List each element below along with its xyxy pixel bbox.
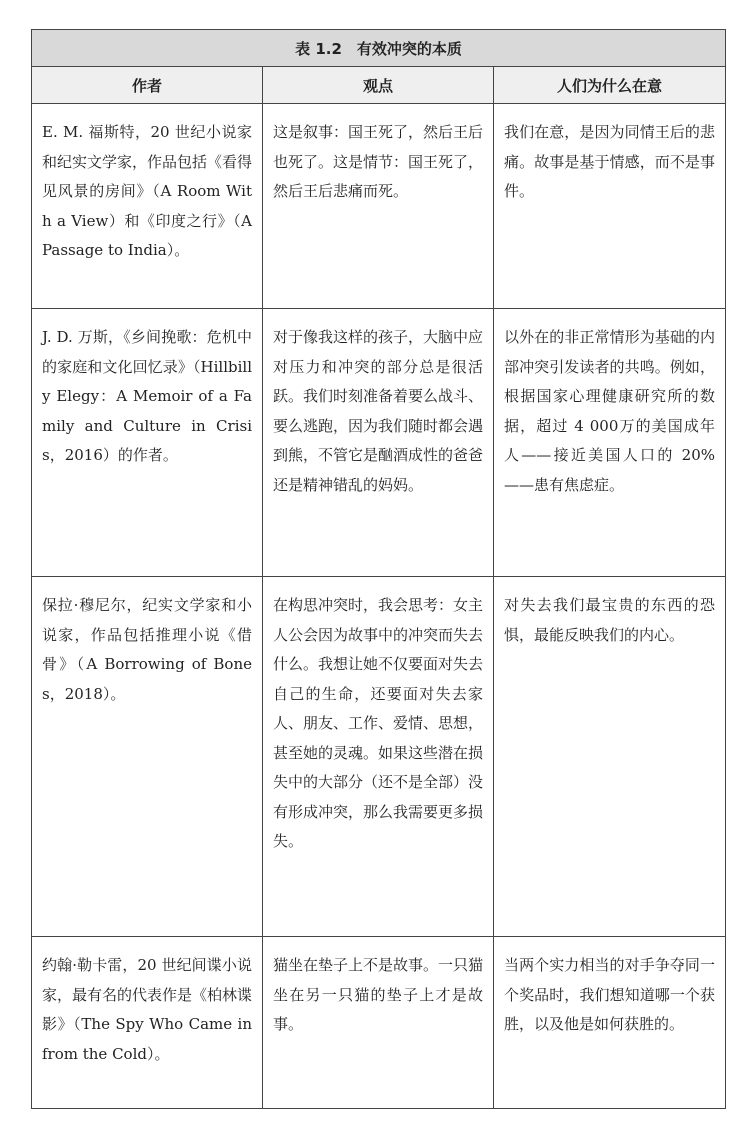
cell-view: 对于像我这样的孩子，大脑中应对压力和冲突的部分总是很活跃。我们时刻准备着要么战斗、要么逃跑，因为我们随时都会遇到熊，不管它是酗酒成性的爸爸还是精神错乱的妈妈。 <box>263 309 494 577</box>
table-row <box>32 309 726 577</box>
header-author: 作者 <box>32 67 263 104</box>
cell-why: 我们在意，是因为同情王后的悲痛。故事是基于情感，而不是事件。 <box>494 104 726 309</box>
cell-why: 对失去我们最宝贵的东西的恐惧，最能反映我们的内心。 <box>494 577 726 937</box>
header-view: 观点 <box>263 67 494 104</box>
cell-view: 在构思冲突时，我会思考：女主人公会因为故事中的冲突而失去什么。我想让她不仅要面对失去自己的生命，还要面对失去家人、朋友、工作、爱情、思想，甚至她的灵魂。如果这些潜在损失中的大部分（还不是全部）没有形成冲突，那么我需要更多损失。 <box>263 577 494 937</box>
cell-author: J. D. 万斯，《乡间挽歌：危机中的家庭和文化回忆录》（Hillbilly Elegy：A Memoir of a Family and Culture in Crisis，2016）的作者。 <box>32 309 263 577</box>
cell-why: 当两个实力相当的对手争夺同一个奖品时，我们想知道哪一个获胜，以及他是如何获胜的。 <box>494 937 726 1109</box>
cell-view: 这是叙事：国王死了，然后王后也死了。这是情节：国王死了，然后王后悲痛而死。 <box>263 104 494 309</box>
table-row <box>32 104 726 309</box>
header-why: 人们为什么在意 <box>494 67 726 104</box>
table-row <box>32 577 726 937</box>
table-row <box>32 937 726 1109</box>
cell-author: 约翰·勒卡雷，20 世纪间谍小说家，最有名的代表作是《柏林谍影》（The Spy Who Came in from the Cold）。 <box>32 937 263 1109</box>
cell-author: 保拉·穆尼尔，纪实文学家和小说家，作品包括推理小说《借骨》（A Borrowing of Bones，2018）。 <box>32 577 263 937</box>
cell-author: E. M. 福斯特，20 世纪小说家和纪实文学家，作品包括《看得见风景的房间》（A Room With a View）和《印度之行》（A Passage to India）。 <box>32 104 263 309</box>
cell-view: 猫坐在垫子上不是故事。一只猫坐在另一只猫的垫子上才是故事。 <box>263 937 494 1109</box>
cell-why: 以外在的非正常情形为基础的内部冲突引发读者的共鸣。例如，根据国家心理健康研究所的数据，超过 4 000万的美国成年人——接近美国人口的 20%——患有焦虑症。 <box>494 309 726 577</box>
conflict-table <box>31 29 726 1109</box>
table-caption: 表 1.2 有效冲突的本质 <box>32 30 726 67</box>
